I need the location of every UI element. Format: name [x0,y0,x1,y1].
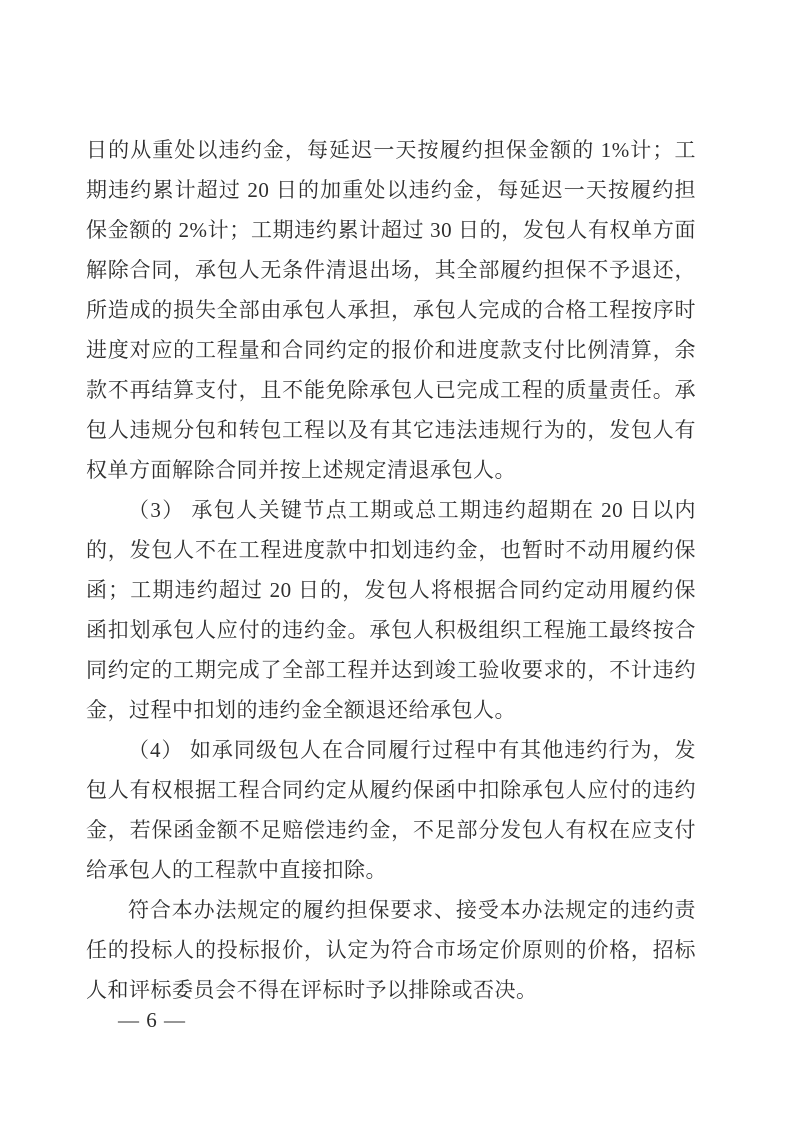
text-line: 款不再结算支付，且不能免除承包人已完成工程的质量责任。承 [86,378,696,402]
document-body [86,130,696,1010]
text-line: 日的从重处以违约金，每延迟一天按履约担保金额的 1%计；工 [86,138,696,162]
text-line-paragraph-3-start: （3） 承包人关键节点工期或总工期违约超期在 20 日以内 [128,498,696,522]
text-line: 人和评标委员会不得在评标时予以排除或否决。 [86,978,538,1002]
text-line: 进度对应的工程量和合同约定的报价和进度款支付比例清算，余 [86,338,696,362]
text-line: 所造成的损失全部由承包人承担，承包人完成的合格工程按序时 [86,298,696,322]
text-line: 同约定的工期完成了全部工程并达到竣工验收要求的，不计违约 [86,658,696,682]
text-line: 包人违规分包和转包工程以及有其它违法违规行为的，发包人有 [86,418,696,442]
text-line: 函扣划承包人应付的违约金。承包人积极组织工程施工最终按合 [86,618,696,642]
text-line: 任的投标人的投标报价，认定为符合市场定价原则的价格，招标 [86,938,696,962]
text-line: 的，发包人不在工程进度款中扣划违约金，也暂时不动用履约保 [86,538,696,562]
text-line: 期违约累计超过 20 日的加重处以违约金，每延迟一天按履约担 [86,178,696,202]
text-line: 权单方面解除合同并按上述规定清退承包人。 [86,458,516,482]
text-line: 保金额的 2%计；工期违约累计超过 30 日的，发包人有权单方面 [86,218,696,242]
text-line-paragraph-4-start: （4） 如承同级包人在合同履行过程中有其他违约行为，发 [128,738,696,762]
text-line: 包人有权根据工程合同约定从履约保函中扣除承包人应付的违约 [86,778,696,802]
text-line: 解除合同，承包人无条件清退出场，其全部履约担保不予退还， [86,258,696,282]
text-line: 金，若保函金额不足赔偿违约金，不足部分发包人有权在应支付 [86,818,696,842]
text-line-paragraph-5-start: 符合本办法规定的履约担保要求、接受本办法规定的违约责 [128,898,696,922]
text-line: 函；工期违约超过 20 日的，发包人将根据合同约定动用履约保 [86,578,696,602]
text-line: 金，过程中扣划的违约金全额退还给承包人。 [86,698,516,722]
text-line: 给承包人的工程款中直接扣除。 [86,858,387,882]
page-number: — 6 — [118,1008,186,1032]
